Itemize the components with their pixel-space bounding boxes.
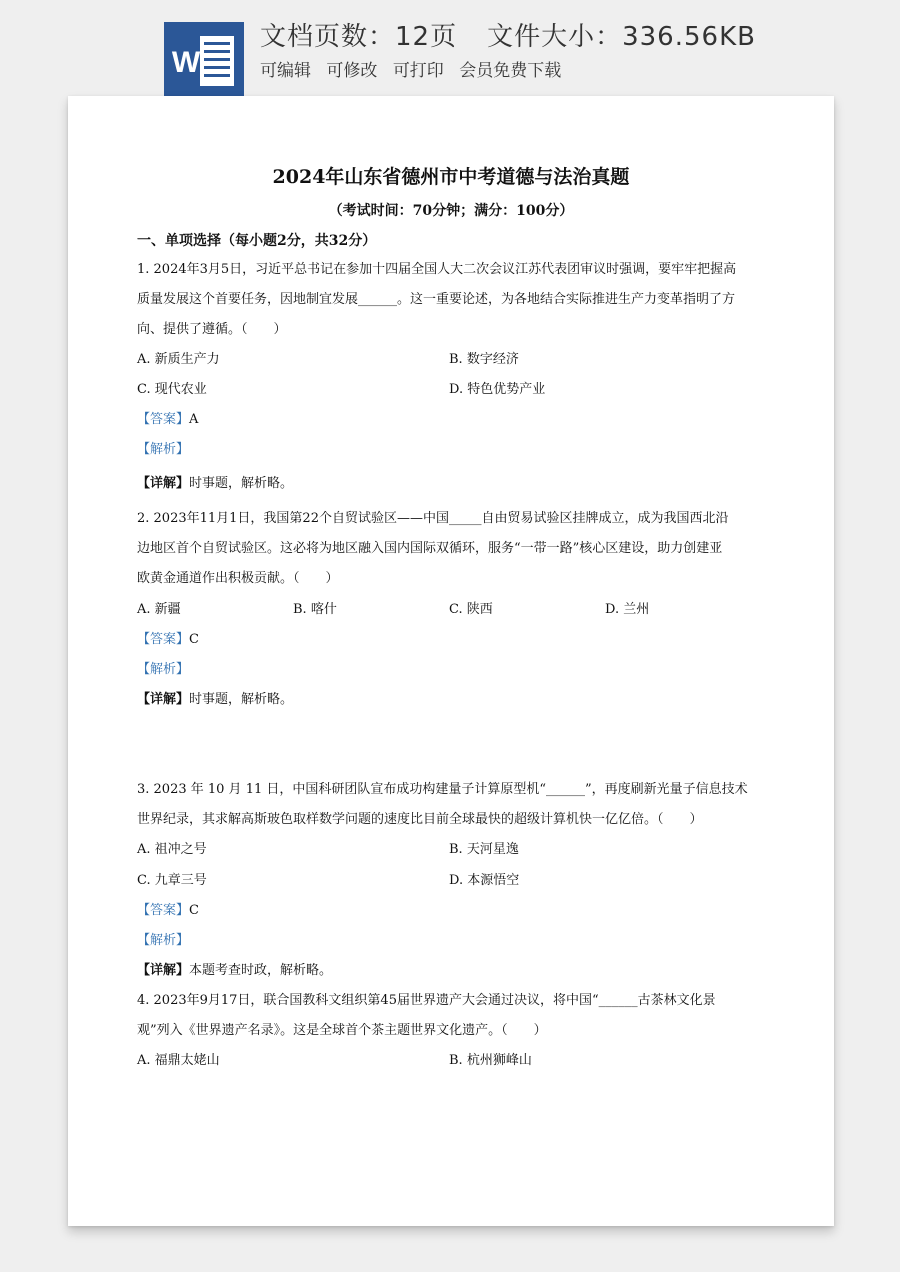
download-banner [0,0,900,100]
q2-option-b: B. 喀什 [293,602,337,617]
q3-analysis: 【解析】 [137,933,190,948]
q2-analysis: 【解析】 [137,662,190,677]
q2-line-3: 欧黄金通道作出积极贡献。（ ） [137,571,339,586]
q1-option-c: C. 现代农业 [137,382,207,397]
q2-line-1: 2. 2023年11月1日，我国第22个自贸试验区——中国_____自由贸易试验区挂牌成立，成为我国西北沿 [137,511,729,526]
q4-line-2: 观”列入《世界遗产名录》。这是全球首个茶主题世界文化遗产。（ ） [137,1023,547,1038]
q3-line-2: 世界纪录，其求解高斯玻色取样数学问题的速度比目前全球最快的超级计算机快一亿亿倍。（ ） [137,812,703,827]
q2-detail: 【详解】时事题，解析略。 [137,692,294,707]
q3-option-a: A. 祖冲之号 [137,842,207,857]
q1-line-3: 向、提供了遵循。（ ） [137,322,287,337]
q3-answer: 【答案】C [137,903,199,918]
document-title: 2024年山东省德州市中考道德与法治真题 [272,166,630,188]
q2-option-c: C. 陕西 [449,602,493,617]
q3-detail: 【详解】本题考查时政，解析略。 [137,963,333,978]
q1-option-a: A. 新质生产力 [137,352,220,367]
feature-printable: 可打印 [392,61,444,81]
word-document-icon [164,22,244,98]
q1-line-2: 质量发展这个首要任务，因地制宜发展______。这一重要论述，为各地结合实际推进生产力变革指明了方 [137,292,736,307]
q1-option-b: B. 数字经济 [449,352,519,367]
q3-option-b: B. 天河星逸 [449,842,519,857]
q2-option-a: A. 新疆 [137,602,181,617]
document-page [68,96,834,1226]
q4-option-b: B. 杭州狮峰山 [449,1053,532,1068]
feature-editable: 可编辑 [260,61,311,81]
feature-modifiable: 可修改 [326,61,378,81]
q2-line-2: 边地区首个自贸试验区。这必将为地区融入国内国际双循环，服务“一带一路”核心区建设，助力创建亚 [137,541,723,556]
q3-option-d: D. 本源悟空 [449,873,520,888]
page-count: 文档页数：12页 [260,22,458,52]
q2-answer: 【答案】C [137,632,199,647]
q3-line-1: 3. 2023 年 10 月 11 日，中国科研团队宣布成功构建量子计算原型机“______”，再度刷新光量子信息技术 [137,782,748,797]
q1-line-1: 1. 2024年3月5日，习近平总书记在参加十四届全国人大二次会议江苏代表团审议时强调，要牢牢把握高 [137,262,737,277]
section-heading: 一、单项选择（每小题2分，共32分） [137,233,377,249]
banner-title [260,16,756,53]
q3-option-c: C. 九章三号 [137,873,207,888]
q1-detail: 【详解】时事题，解析略。 [137,476,294,491]
q2-option-d: D. 兰州 [605,602,650,617]
q1-answer: 【答案】A [137,412,199,427]
q1-option-d: D. 特色优势产业 [449,382,546,397]
document-subtitle: （考试时间：70分钟；满分：100分） [328,203,574,219]
word-letter: W [171,46,201,79]
feature-free-download[interactable]: 会员免费下载 [459,61,562,81]
q4-line-1: 4. 2023年9月17日，联合国教科文组织第45届世界遗产大会通过决议，将中国“______古茶林文化景 [137,993,716,1008]
file-size: 文件大小：336.56KB [487,22,756,52]
feature-list [260,56,571,81]
q4-option-a: A. 福鼎太姥山 [137,1053,220,1068]
q1-analysis: 【解析】 [137,442,190,457]
